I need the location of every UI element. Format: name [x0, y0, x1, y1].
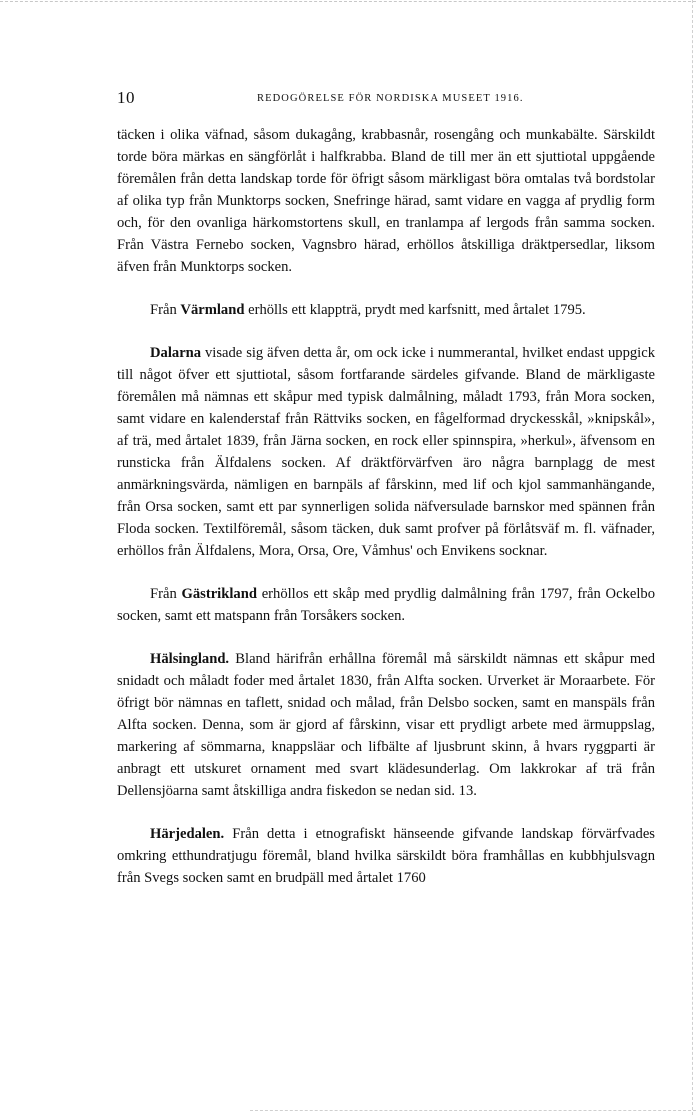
paragraph-varmland: [117, 299, 655, 321]
running-head: REDOGÖRELSE FÖR NORDISKA MUSEET 1916.: [257, 93, 524, 104]
paragraph-text: Från detta i etnografiskt hänseende gifvande landskap förvärfvades omkring etthundratjugu föremål, bland hvilka särskildt böra framhållas en kubbhjulsvagn från Svegs socken samt en brudpäll med årtalet 1760: [117, 826, 655, 886]
paragraph-harjedalen: [117, 823, 655, 889]
paragraph-continued: täcken i olika väfnad, såsom dukagång, krabbasnår, rosengång och munkabälte. Särskildt torde böra märkas en sängförlåt i halfkrabba. Bland de till mer än ett sjuttiotal uppgående föremålen från detta landskap torde för öfrigt såsom märkligast böra omtalas två bordstolar af olika typ från Munktorps socken, Snefringe härad, samt vidare en vagga af prydlig form och, för den ovanliga härkomstortens skull, en tranlampa af lergods från samma socken. Från Västra Fernebo socken, Vagnsbro härad, erhöllos åtskilliga dräktpersedlar, liksom äfven från Munktorps socken.: [117, 127, 655, 275]
province-heading-halsingland: Hälsingland.: [150, 651, 230, 667]
body-text: [117, 124, 655, 889]
paragraph-halsingland: [117, 648, 655, 802]
paragraph-lead: Från: [150, 302, 181, 318]
province-heading-harjedalen: Härjedalen.: [150, 826, 225, 842]
paragraph-gap: [117, 627, 655, 648]
province-heading-gastrikland: Gästrikland: [181, 586, 257, 602]
paragraph-gap: [117, 321, 655, 342]
scan-edge-top: [0, 1, 696, 2]
province-heading-dalarna: Dalarna: [150, 345, 202, 361]
paragraph-text: Bland härifrån erhållna föremål må särskildt nämnas ett skåpur med snidadt och måladt foder med årtalet 1830, från Alfta socken. Urverket är Moraarbete. För öfrigt bör nämnas en taflett, snidad och målad, från Delsbo socken, samt en manspäls från Alfta socken. Denna, som är gjord af fårskinn, visar ett prydligt arbete med ärmuppslag, markering af sömmarna, knappsläar och lifbälte af ljusbrunt skinn, å hvars ryggparti är anbragt ett utskuret ornament med svart klädesunderlag. Om lakkrokar af trä från Dellensjöarna samt åtskilliga andra fiskedon se nedan sid. 13.: [117, 651, 655, 799]
paragraph-gap: [117, 562, 655, 583]
page-header: [117, 88, 655, 110]
paragraph-text: erhölls ett klappträ, prydt med karfsnitt, med årtalet 1795.: [244, 302, 586, 318]
paragraph-text: erhöllos ett skåp med prydlig dalmålning från 1797, från Ockelbo socken, samt ett matspann från Torsåkers socken.: [117, 586, 656, 624]
province-heading-varmland: Värmland: [180, 302, 245, 318]
scan-edge-bottom: [250, 1110, 696, 1111]
paragraph-lead: Från: [150, 586, 182, 602]
paragraph-dalarna: [117, 342, 655, 562]
paragraph-gastrikland: [117, 583, 655, 627]
paragraph-gap: [117, 802, 655, 823]
paragraph-text: visade sig äfven detta år, om ock icke i nummerantal, hvilket endast uppgick till något öfver ett sjuttiotal, såsom fortfarande särdeles gifvande. Bland de märkligaste föremålen må nämnas ett skåpur med typisk dalmålning, måladt 1793, från Mora socken, samt vidare en kalenderstaf från Rättviks socken, en fågelformad dryckesskål, »knipskål», af trä, med årtalet 1839, från Järna socken, en rock eller spinnspira, »herkul», äfvensom en runsticka från Älfdalens socken. Af dräktförvärfven äro några barnplagg de mest anmärkningsvärda, nämligen en barnpäls af fårskinn, med lif och kjol sammanhängande, från Orsa socken, samt ett par synnerligen solida näfversulade barnskor med spännen från Floda socken. Textilföremål, såsom täcken, duk samt profver på förlåtsväf m. fl. väfnader, erhöllos från Älfdalens, Mora, Orsa, Ore, Våmhus' och Envikens socknar.: [117, 345, 655, 559]
paragraph-gap: [117, 278, 655, 299]
page-number: 10: [117, 88, 135, 107]
scan-edge-right: [692, 0, 693, 1115]
